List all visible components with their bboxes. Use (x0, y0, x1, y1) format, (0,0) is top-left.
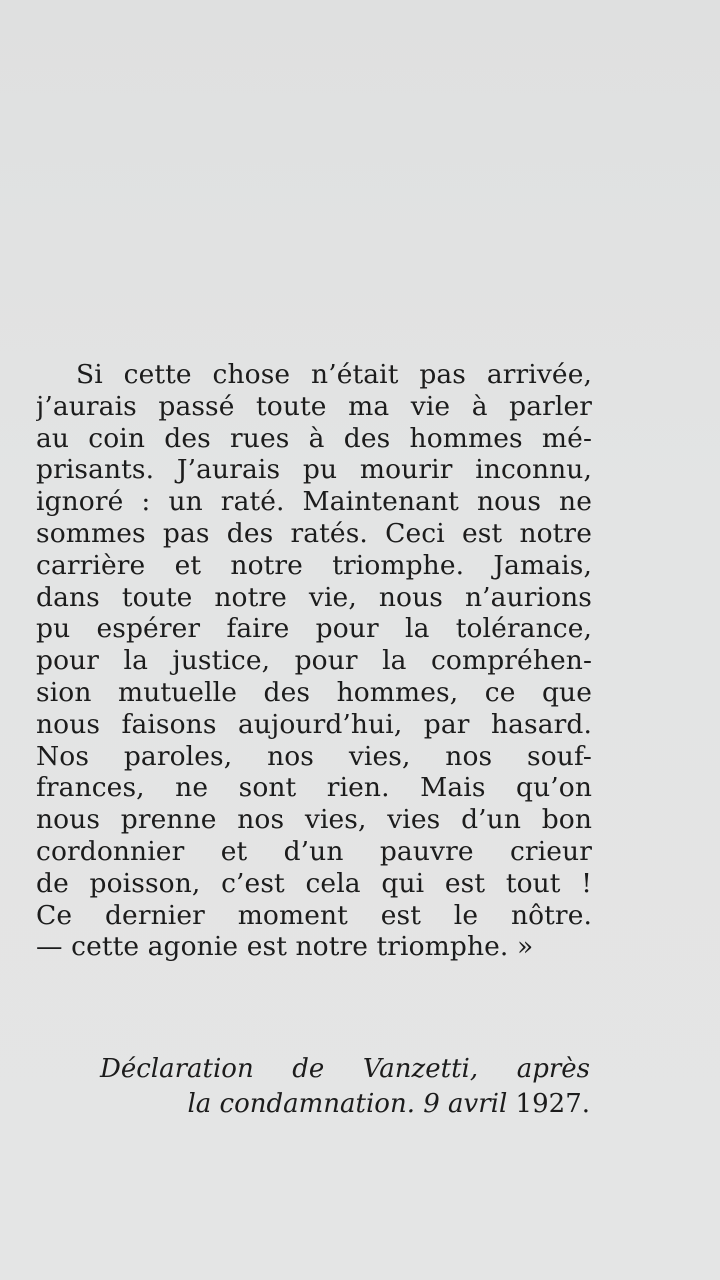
quote-line: carrière et notre triomphe. Jamais, (36, 549, 592, 581)
quote-line: Si cette chose n’était pas arrivée, (76, 359, 592, 390)
quote-line: frances, ne sont rien. Mais qu’on (36, 772, 592, 804)
quote-line: cordonnier et d’un pauvre crieur (36, 835, 592, 867)
quote-line: sommes pas des ratés. Ceci est notre (36, 517, 592, 549)
quote-line: ignoré : un raté. Maintenant nous ne (36, 486, 592, 518)
quote-line: au coin des rues à des hommes mé‑ (36, 422, 592, 454)
attribution-text: la condamnation. 9 avril (187, 1089, 508, 1119)
quote-line: de poisson, c’est cela qui est tout ! (36, 867, 592, 899)
quote-line: pu espérer faire pour la tolérance, (36, 613, 592, 645)
vanzetti-quote (36, 359, 592, 963)
quote-line: nous faisons aujourd’hui, par hasard. (36, 708, 592, 740)
quote-line: Ce dernier moment est le nôtre. (36, 899, 592, 931)
quote-line: — cette agonie est notre triomphe. » (36, 931, 534, 963)
quote-line: pour la justice, pour la compréhen- (36, 645, 592, 677)
attribution-year: 1927. (507, 1089, 590, 1119)
quote-attribution (100, 1052, 590, 1122)
quote-line: sion mutuelle des hommes, ce que (36, 676, 592, 708)
attribution-line (100, 1087, 590, 1122)
quote-line: nous prenne nos vies, vies d’un bon (36, 804, 592, 836)
quote-line: Nos paroles, nos vies, nos souf- (36, 740, 592, 772)
attribution-line (100, 1052, 590, 1087)
quote-line: j’aurais passé toute ma vie à parler (36, 390, 592, 422)
attribution-text: Déclaration de Vanzetti, après (100, 1054, 590, 1084)
quote-line: prisants. J’aurais pu mourir inconnu, (36, 454, 592, 486)
quote-line: dans toute notre vie, nous n’aurions (36, 581, 592, 613)
